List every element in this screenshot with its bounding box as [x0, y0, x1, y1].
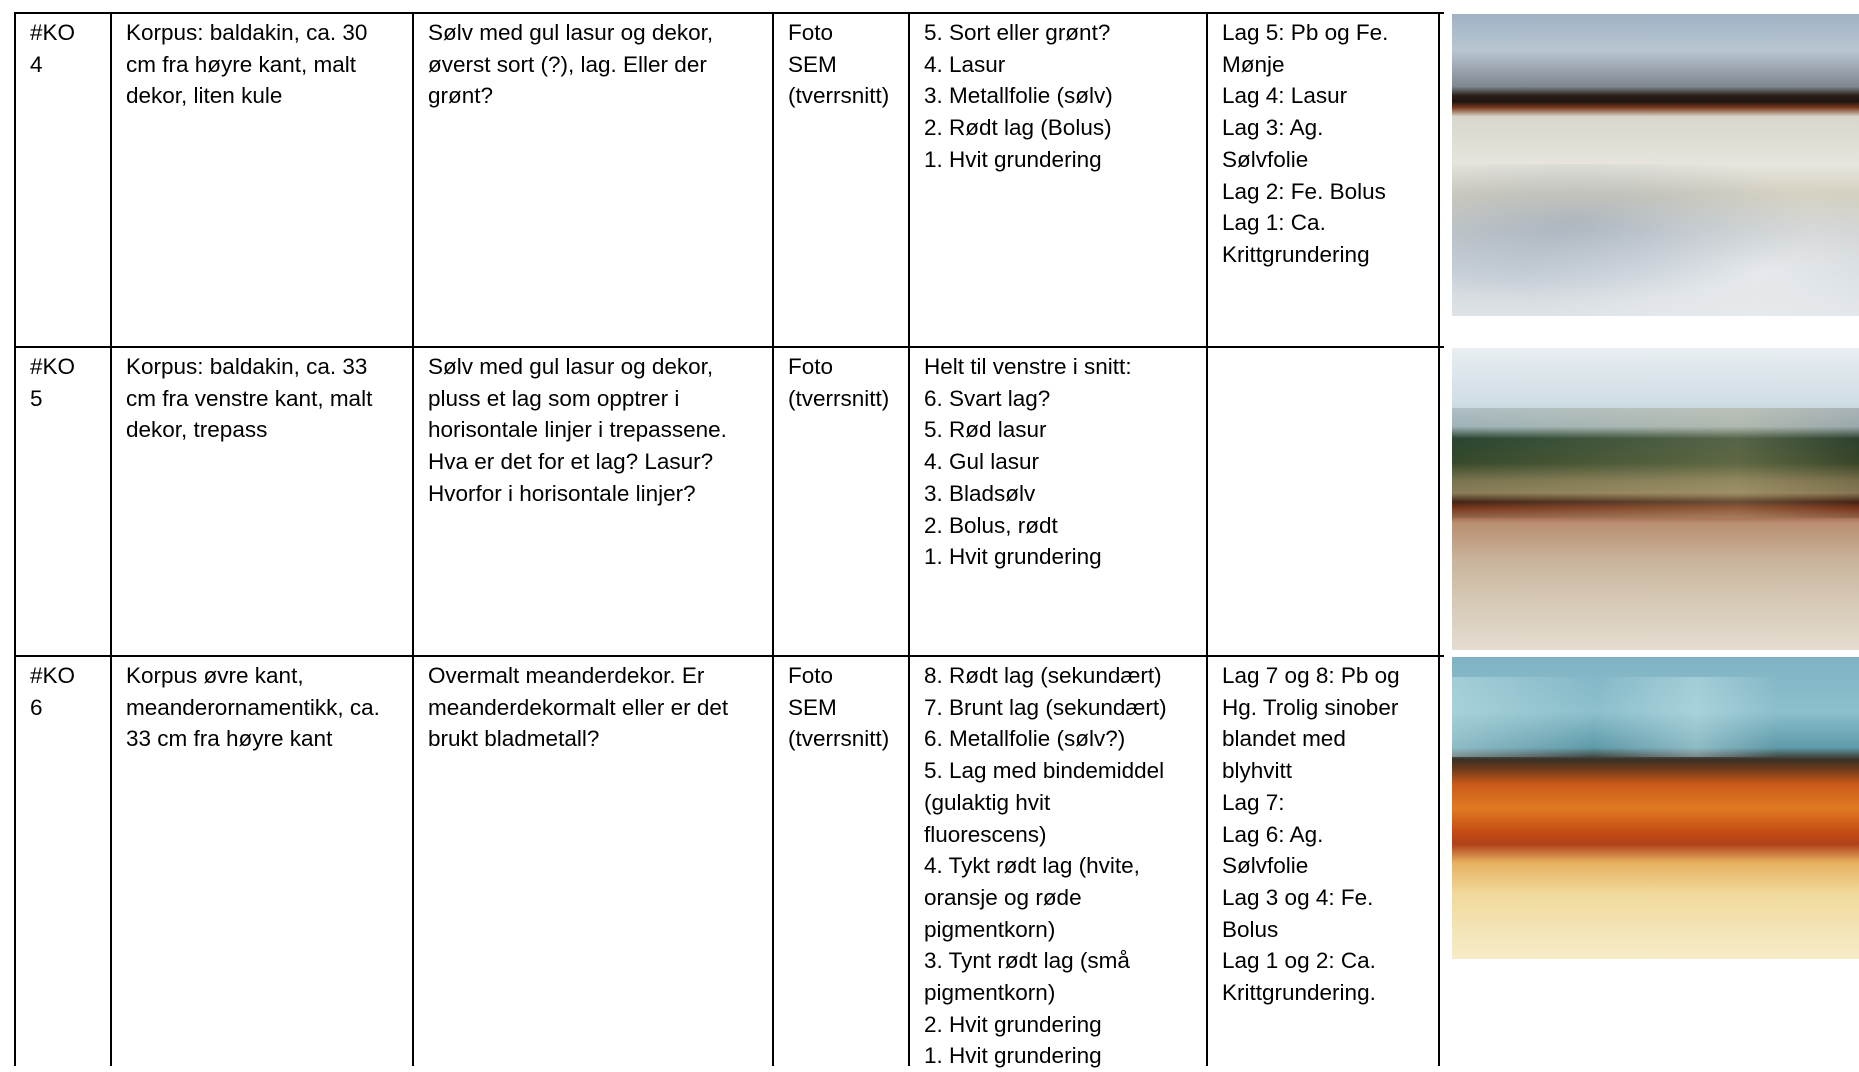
elements-cell: Lag 7 og 8: Pb og Hg. Trolig sinober blandet med blyhvitt Lag 7: Lag 6: Ag. Sølvfolie Lag 3 og 4: Fe. Bolus Lag 1 og 2: Ca. Krittgrundering. [1206, 655, 1440, 1066]
photo-texture [1452, 677, 1859, 757]
cross-section-photo-ko4 [1452, 14, 1859, 316]
elements-cell: Lag 5: Pb og Fe. Mønje Lag 4: Lasur Lag 3: Ag. Sølvfolie Lag 2: Fe. Bolus Lag 1: Ca. Krittgrundering [1206, 12, 1440, 346]
elements-cell [1206, 346, 1440, 655]
question-cell: Sølv med gul lasur og dekor, pluss et lag som opptrer i horisontale linjer i trepassene. Hva er det for et lag? Lasur? Hvorfor i horisontale linjer? [412, 346, 772, 655]
method-cell: Foto SEM (tverrsnitt) [772, 655, 908, 1066]
photo-texture [1452, 408, 1859, 518]
sample-id-cell: #KO 4 [14, 12, 110, 346]
cross-section-photo-ko5 [1452, 348, 1859, 650]
sample-id-cell: #KO 6 [14, 655, 110, 1066]
photo-texture [1452, 164, 1859, 316]
layers-cell: 5. Sort eller grønt? 4. Lasur 3. Metallfolie (sølv) 2. Rødt lag (Bolus) 1. Hvit grundering [908, 12, 1206, 346]
location-cell: Korpus øvre kant, meanderornamentikk, ca. 33 cm fra høyre kant [110, 655, 412, 1066]
location-cell: Korpus: baldakin, ca. 33 cm fra venstre kant, malt dekor, trepass [110, 346, 412, 655]
question-cell: Overmalt meanderdekor. Er meanderdekormalt eller er det brukt bladmetall? [412, 655, 772, 1066]
cross-section-photo-ko6 [1452, 657, 1859, 959]
question-cell: Sølv med gul lasur og dekor, øverst sort (?), lag. Eller der grønt? [412, 12, 772, 346]
layers-cell: 8. Rødt lag (sekundært) 7. Brunt lag (sekundært) 6. Metallfolie (sølv?) 5. Lag med bindemiddel (gulaktig hvit fluorescens) 4. Tykt rødt lag (hvite, oransje og røde pigmentkorn) 3. Tynt rødt lag (små pigmentkorn) 2. Hvit grundering 1. Hvit grundering [908, 655, 1206, 1066]
layers-cell: Helt til venstre i snitt: 6. Svart lag? 5. Rød lasur 4. Gul lasur 3. Bladsølv 2. Bolus, rødt 1. Hvit grundering [908, 346, 1206, 655]
method-cell: Foto SEM (tverrsnitt) [772, 12, 908, 346]
location-cell: Korpus: baldakin, ca. 30 cm fra høyre kant, malt dekor, liten kule [110, 12, 412, 346]
sample-id-cell: #KO 5 [14, 346, 110, 655]
method-cell: Foto (tverrsnitt) [772, 346, 908, 655]
